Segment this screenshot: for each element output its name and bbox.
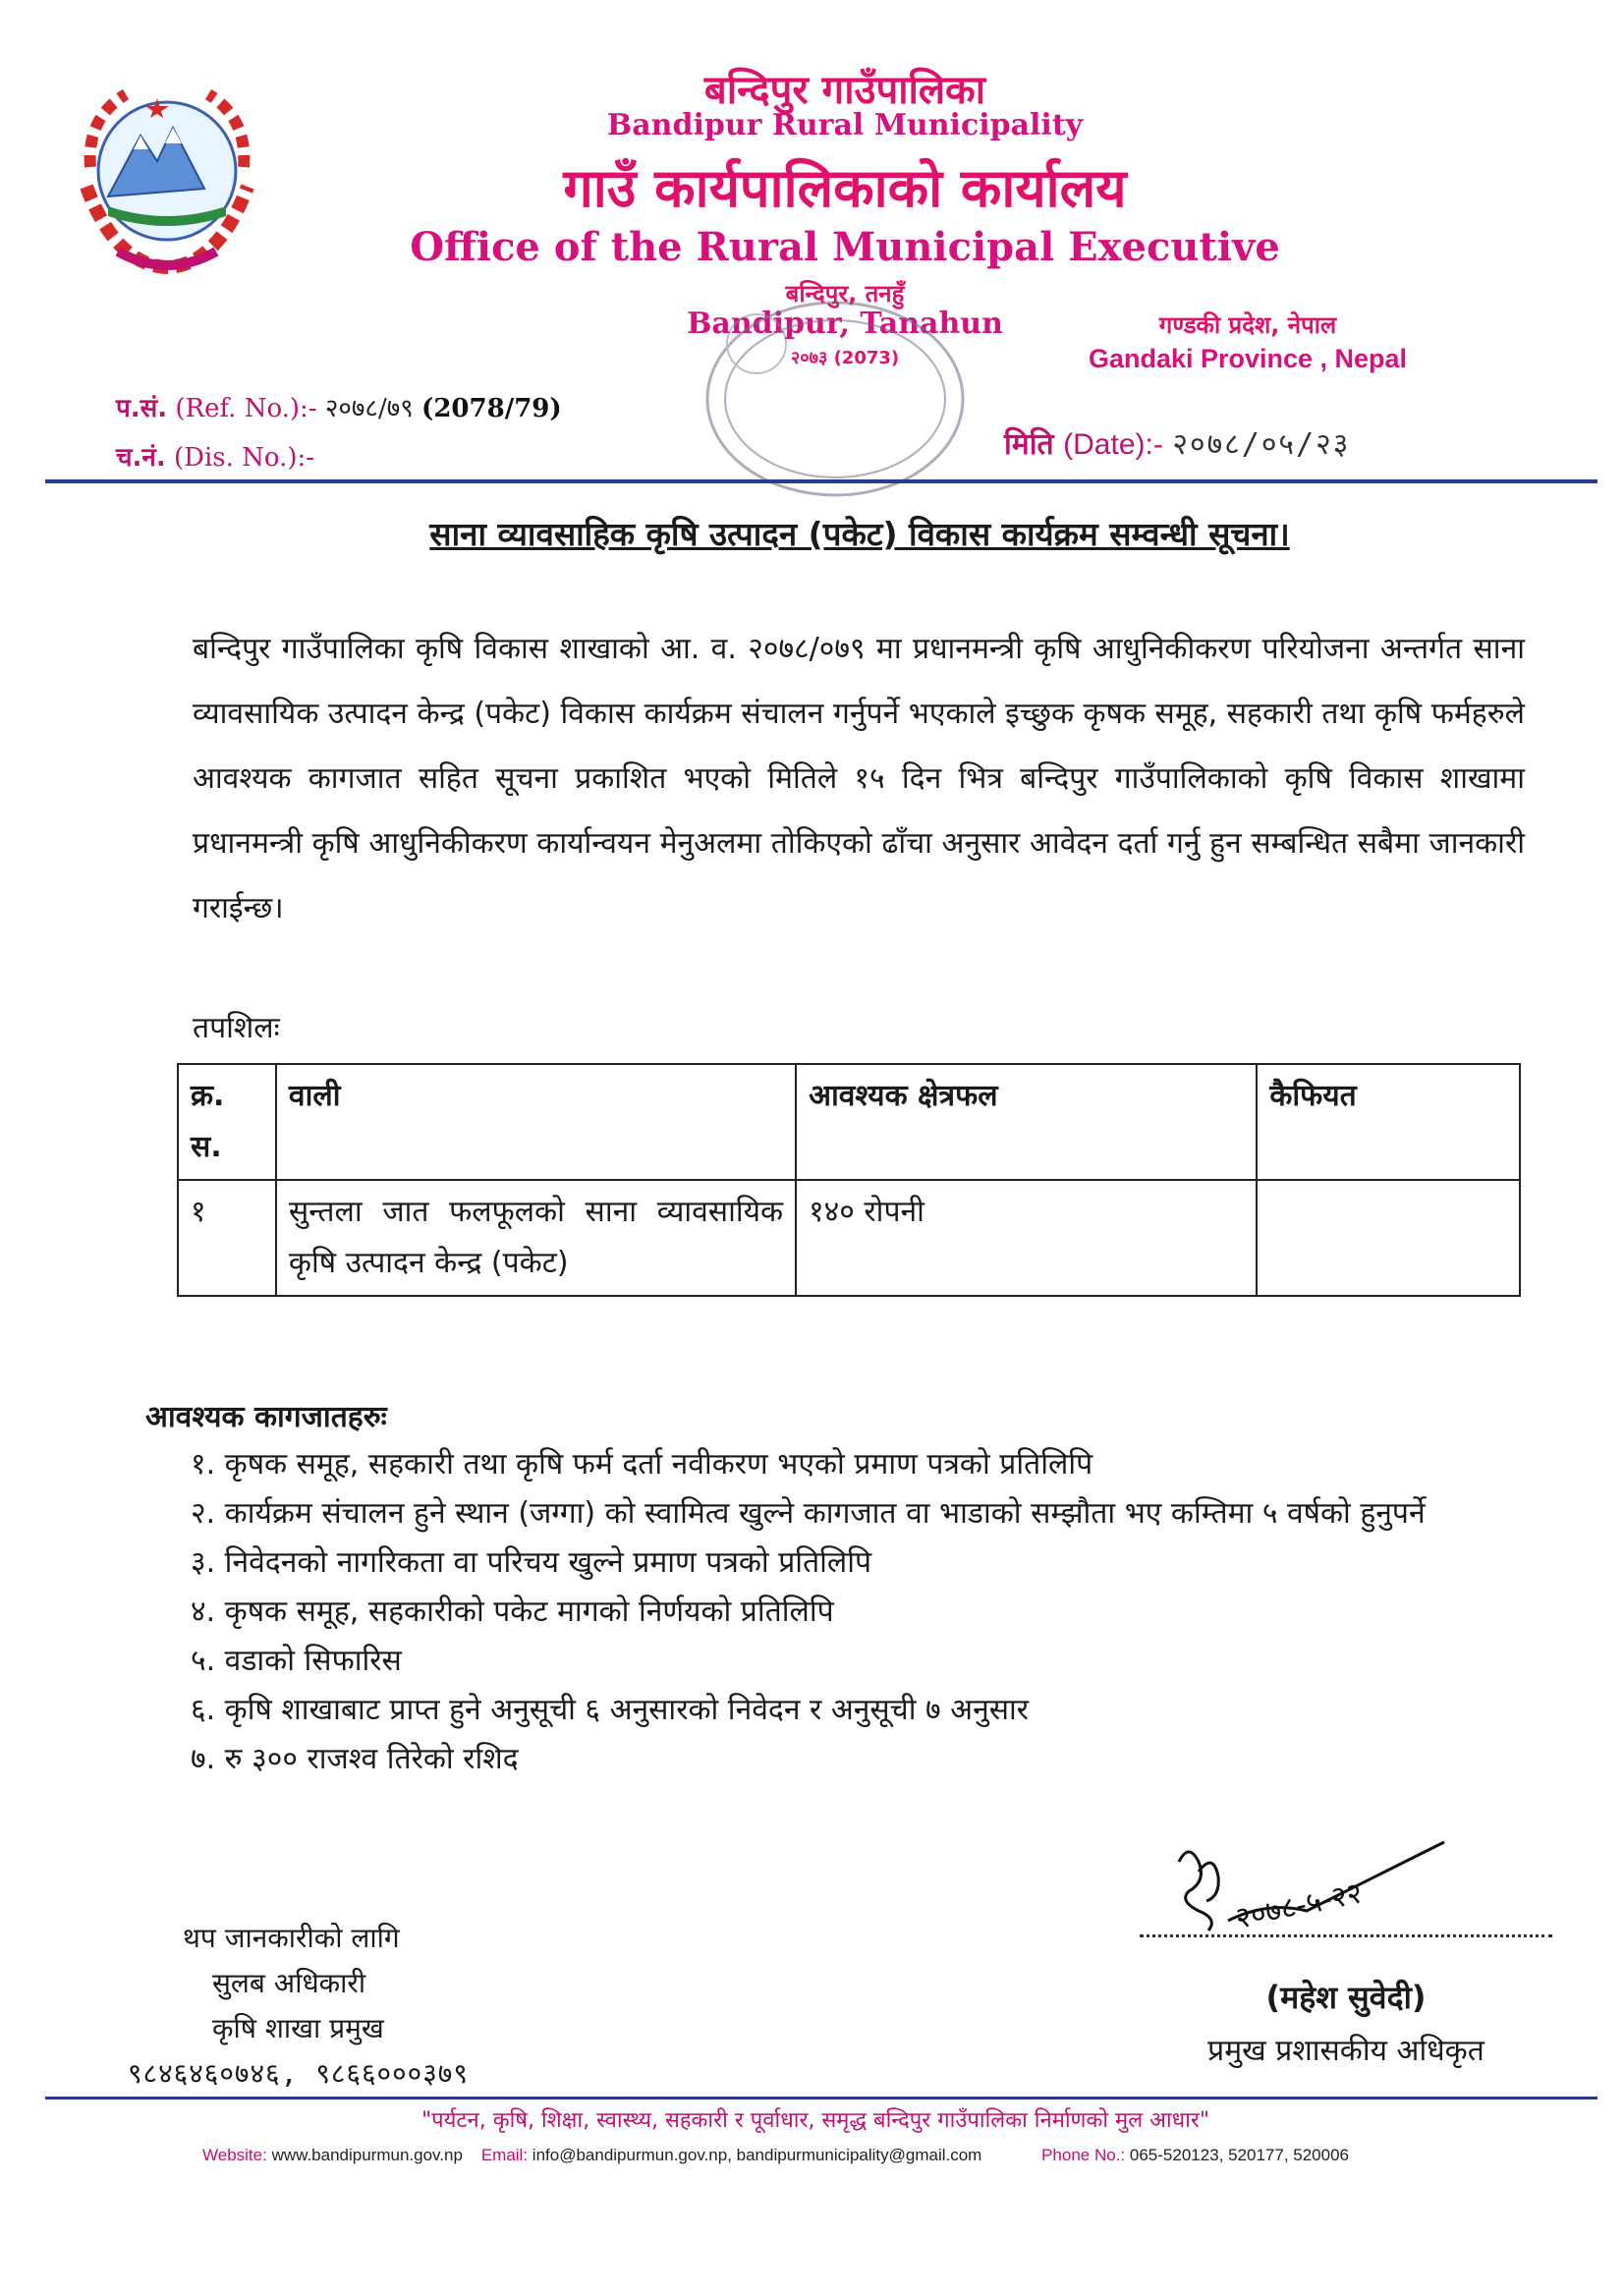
col-remarks: कैफियत — [1257, 1064, 1520, 1180]
table-header-row — [178, 1064, 1520, 1180]
nepal-emblem-logo — [47, 59, 287, 283]
list-item: ५. वडाको सिफारिस — [191, 1644, 402, 1678]
footer-contact — [202, 2146, 1440, 2165]
email-link[interactable]: info@bandipurmun.gov.np, bandipurmunicipality@gmail.com — [532, 2146, 982, 2164]
list-item: ३. निवेदनको नागरिकता वा परिचय खुल्ने प्रमाण पत्रको प्रतिलिपि — [191, 1545, 872, 1580]
signature-line — [1140, 1934, 1552, 1937]
signatory-name: (महेश सुवेदी) — [1265, 1979, 1427, 2016]
phone-label: Phone No.: — [1041, 2146, 1126, 2164]
contact-person: सुलब अधिकारी — [212, 1967, 366, 1999]
office-name-np: गाउँ कार्यपालिकाको कार्यालय — [563, 157, 1127, 219]
cell-serial: १ — [178, 1180, 276, 1296]
website-link[interactable]: www.bandipurmun.gov.np — [271, 2146, 463, 2164]
footer-divider — [45, 2097, 1597, 2099]
list-item: ४. कृषक समूह, सहकारीको पकेट मागको निर्णयको प्रतिलिपि — [191, 1595, 834, 1629]
footer-motto: "पर्यटन, कृषि, शिक्षा, स्वास्थ्य, सहकारी र पूर्वाधार, समृद्ध बन्दिपुर गाउँपालिका निर्माणको मुल आधार" — [421, 2108, 1209, 2133]
date-label-np: मिति — [1004, 427, 1054, 462]
website-label: Website: — [202, 2146, 267, 2164]
footer-phone: 065-520123, 520177, 520006 — [1129, 2146, 1349, 2164]
cell-crop: सुन्तला जात फलफूलको साना व्यावसायिक कृषि उत्पादन केन्द्र (पकेट) — [276, 1180, 796, 1296]
contact-phones: ९८४६४६०७४६, ९८६६०००३७९ — [128, 2057, 469, 2090]
ref-label-np: प.सं. — [116, 394, 168, 423]
list-item: २. कार्यक्रम संचालन हुने स्थान (जग्गा) को स्वामित्व खुल्ने कागजात वा भाडाको सम्झौता भए कम्तिमा ५ वर्षको हुनुपर्ने — [191, 1496, 1426, 1531]
contact-info — [128, 1916, 469, 2097]
contact-role: कृषि शाखा प्रमुख — [212, 2012, 384, 2044]
dispatch-number — [116, 438, 314, 474]
documents-title: आवश्यक कागजातहरुः — [145, 1400, 387, 1434]
ref-label-en: (Ref. No.):- — [175, 394, 317, 423]
notice-body: बन्दिपुर गाउँपालिका कृषि विकास शाखाको आ. व. २०७८/०७९ मा प्रधानमन्त्री कृषि आधुनिकीकरण परियोजना अन्तर्गत साना व्यावसायिक उत्पादन केन्द्र (पकेट) विकास कार्यक्रम संचालन गर्नुपर्ने भएकाले इच्छुक कृषक समूह, सहकारी तथा कृषि फर्महरुले आवश्यक कागजात सहित सूचना प्रकाशित भएको मितिले १५ दिन भित्र बन्दिपुर गाउँपालिकाको कृषि विकास शाखामा प्रधानमन्त्री कृषि आधुनिकीकरण कार्यान्वयन मेनुअलमा तोकिएको ढाँचा अनुसार आवेदन दर्ता गर्नु हुन सम्बन्धित सबैमा जानकारी गराईन्छ। — [193, 632, 1525, 925]
list-item: १. कृषक समूह, सहकारी तथा कृषि फर्म दर्ता नवीकरण भएको प्रमाण पत्रको प्रतिलिपि — [191, 1447, 1093, 1482]
cell-remarks — [1257, 1180, 1520, 1296]
list-item: ६. कृषि शाखाबाट प्राप्त हुने अनुसूची ६ अनुसारको निवेदन र अनुसूची ७ अनुसार — [191, 1693, 1030, 1727]
signature-date: २०७८-५-२२ — [1232, 1875, 1366, 1936]
details-table — [177, 1063, 1521, 1297]
header-divider — [45, 479, 1597, 483]
signatory-title: प्रमुख प्रशासकीय अधिकृत — [1207, 2034, 1484, 2068]
details-label: तपशिलः — [193, 1011, 280, 1045]
cell-area: १४० रोपनी — [796, 1180, 1257, 1296]
col-serial: क्र. स. — [178, 1064, 276, 1180]
location-en: Bandipur, Tanahun — [687, 307, 1003, 341]
document-date — [1004, 422, 1350, 463]
contact-line-1: थप जानकारीको लागि — [183, 1922, 400, 1954]
col-crop: वाली — [276, 1064, 796, 1180]
signature-block — [1140, 1832, 1552, 2078]
office-stamp — [688, 283, 982, 509]
col-area: आवश्यक क्षेत्रफल — [796, 1064, 1257, 1180]
dis-label-np: च.नं. — [116, 443, 166, 473]
ref-value-en: (2078/79) — [421, 394, 562, 423]
date-value: २०७८/०५/२३ — [1172, 427, 1351, 462]
established-year: २०७३ (2073) — [790, 348, 900, 368]
province-en: Gandaki Province , Nepal — [1088, 344, 1408, 373]
province-np: गण्डकी प्रदेश, नेपाल — [1158, 311, 1337, 339]
location-np: बन्दिपुर, तनहुँ — [785, 280, 905, 308]
email-label: Email: — [480, 2146, 529, 2164]
dis-label-en: (Dis. No.):- — [173, 443, 315, 473]
handwritten-signature — [1159, 1832, 1454, 1950]
date-label-en: (Date):- — [1063, 428, 1163, 461]
municipality-name-np: बन्दिपुर गाउँपालिका — [703, 68, 986, 113]
office-name-en: Office of the Rural Municipal Executive — [410, 224, 1280, 270]
notice-subject: साना व्यावसाहिक कृषि उत्पादन (पकेट) विकास कार्यक्रम सम्वन्धी सूचना। — [429, 515, 1290, 553]
table-row — [178, 1180, 1520, 1296]
municipality-name-en: Bandipur Rural Municipality — [606, 108, 1084, 142]
ref-value-np: २०७८/७९ — [324, 394, 414, 423]
reference-number — [116, 389, 562, 424]
documents-list — [191, 1440, 1527, 1784]
list-item: ७. रु ३०० राजश्व तिरेको रशिद — [191, 1742, 519, 1776]
